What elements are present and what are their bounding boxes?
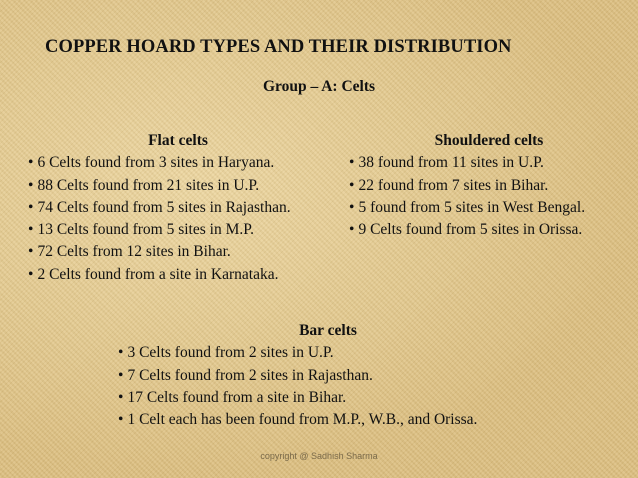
list-item: • 7 Celts found from 2 sites in Rajasthan. — [118, 365, 538, 387]
list-item: • 5 found from 5 sites in West Bengal. — [349, 197, 629, 219]
copyright-footer: copyright @ Sadhish Sharma — [260, 451, 378, 461]
list-item: • 22 found from 7 sites in Bihar. — [349, 175, 629, 197]
list-item: • 1 Celt each has been found from M.P., W.B., and Orissa. — [118, 409, 538, 431]
flat-celts-section — [28, 130, 328, 286]
list-item: • 6 Celts found from 3 sites in Haryana. — [28, 152, 328, 174]
slide-subtitle: Group – A: Celts — [262, 78, 376, 95]
list-item: • 13 Celts found from 5 sites in M.P. — [28, 219, 328, 241]
shouldered-celts-section — [349, 130, 629, 241]
flat-celts-list — [28, 152, 328, 286]
shouldered-celts-list — [349, 152, 629, 241]
bar-celts-section — [118, 320, 538, 431]
list-item: • 72 Celts from 12 sites in Bihar. — [28, 241, 328, 263]
list-item: • 88 Celts found from 21 sites in U.P. — [28, 175, 328, 197]
list-item: • 2 Celts found from a site in Karnataka. — [28, 264, 328, 286]
bar-celts-list — [118, 342, 538, 431]
list-item: • 74 Celts found from 5 sites in Rajasthan. — [28, 197, 328, 219]
bar-celts-heading: Bar celts — [299, 322, 357, 339]
list-item: • 3 Celts found from 2 sites in U.P. — [118, 342, 538, 364]
slide-title: COPPER HOARD TYPES AND THEIR DISTRIBUTION — [45, 37, 512, 57]
list-item: • 17 Celts found from a site in Bihar. — [118, 387, 538, 409]
list-item: • 38 found from 11 sites in U.P. — [349, 152, 629, 174]
list-item: • 9 Celts found from 5 sites in Orissa. — [349, 219, 629, 241]
shouldered-celts-heading: Shouldered celts — [434, 132, 544, 149]
flat-celts-heading: Flat celts — [148, 132, 208, 149]
